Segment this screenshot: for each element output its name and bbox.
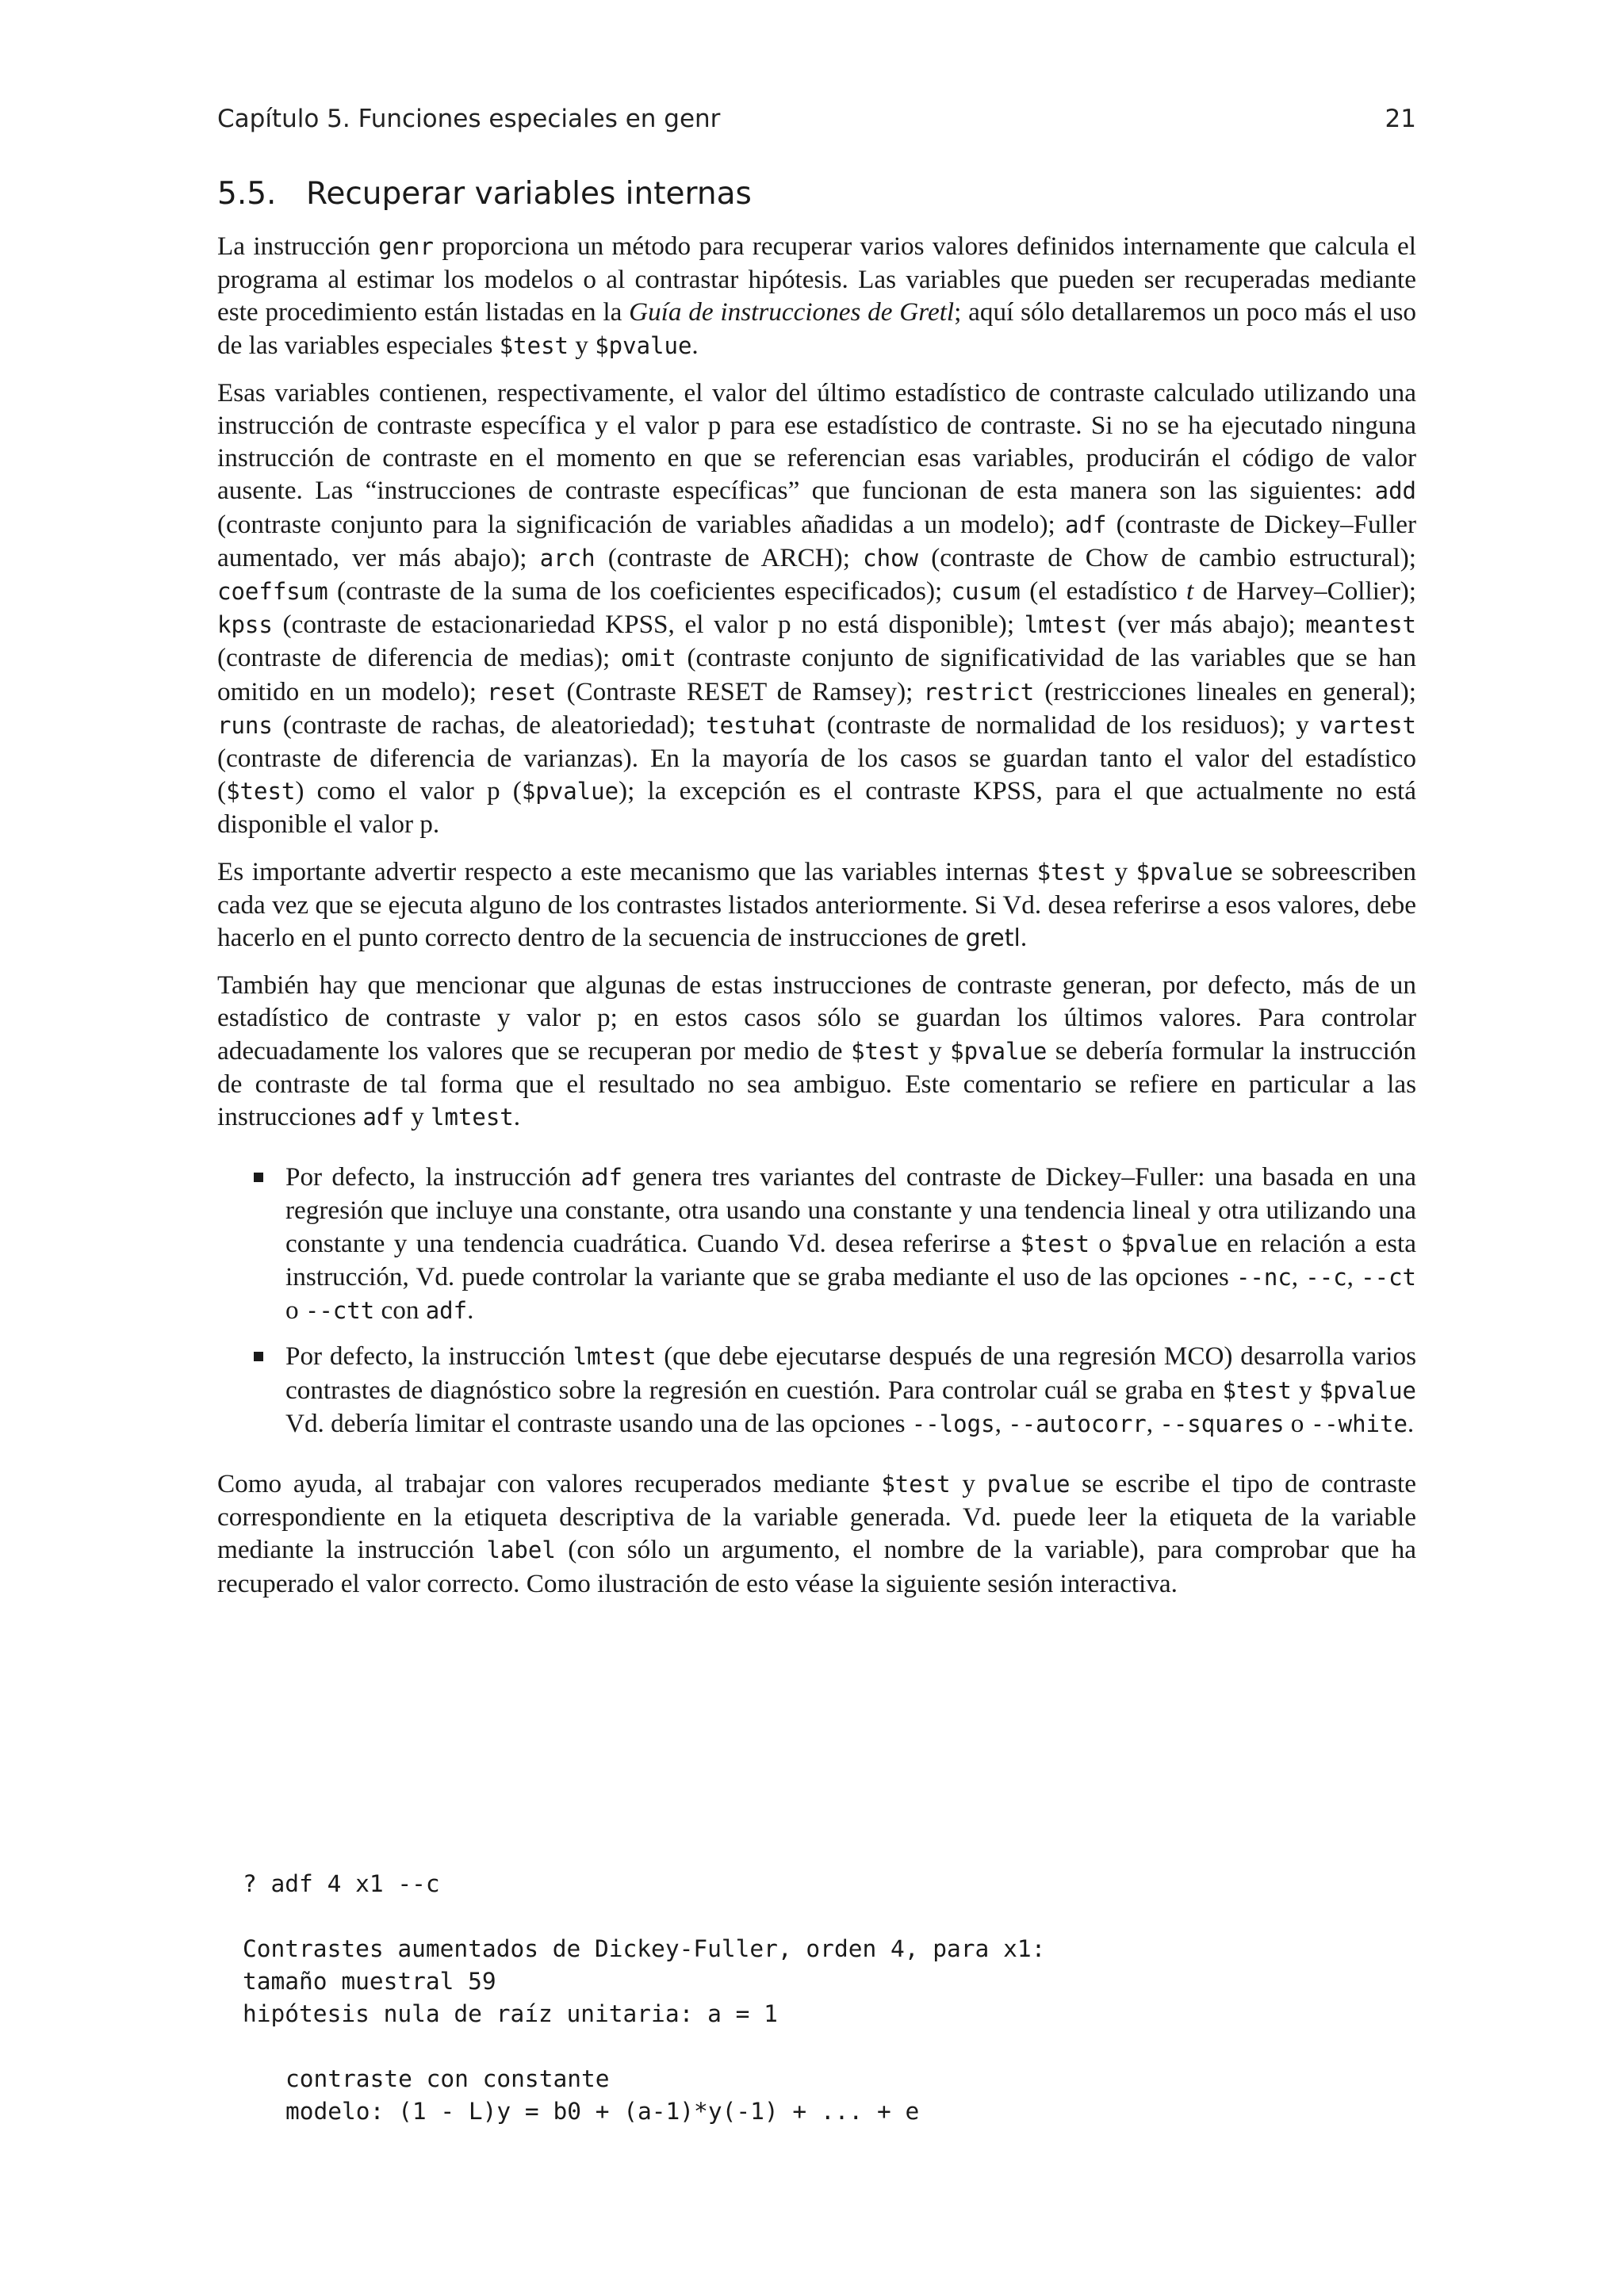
code-meantest: meantest [1305,611,1417,639]
code-pvalue: $pvalue [595,331,692,359]
code-adf: adf [580,1164,622,1192]
code-chow: chow [863,544,918,572]
text-run: (contraste de diferencia de varianzas). En la mayoría de los casos se guardan tanto el valor del estadístico ( [217,744,1416,806]
section-heading [217,176,752,212]
square-bullet-icon [254,1352,263,1361]
text-run: . [1407,1408,1415,1438]
text-run: se sobreescriben cada vez que se ejecuta alguno de los contrastes listados anteriormente. Si Vd. desea referirse a esos valores, debe hacerlo en el punto correcto dentro de la secuencia de instrucciones de [217,856,1416,953]
text-run: se escribe el tipo de contraste correspondiente en la etiqueta descriptiva de la variable generada. Vd. puede leer la etiqueta de la variable mediante la instrucción [217,1468,1416,1565]
text-run: (contraste de normalidad de los residuos); y [816,710,1320,740]
text-run: y [920,1035,951,1066]
text-run: (ver más abajo); [1107,610,1306,640]
text-run: Es importante advertir respecto a este mecanismo que las variables internas [217,856,1037,886]
page-number: 21 [1385,105,1416,133]
text-run: (contraste de ARCH); [595,542,864,572]
text-run: en relación a esta instrucción, Vd. puede controlar la variante que se graba mediante el uso de las opciones [285,1228,1417,1292]
code-testuhat: testuhat [706,711,817,739]
text-run: con [374,1295,426,1326]
text-run: (contraste conjunto para la significación de variables añadidas a un modelo); [217,509,1066,539]
code-vartest: vartest [1319,711,1417,739]
text-run: . [1020,923,1028,953]
text-run: (contraste de Chow de cambio estructural); [918,542,1417,572]
text-run: Como ayuda, al trabajar con valores recuperados mediante [217,1468,882,1498]
list-item [285,1161,1416,1327]
text-run: Por defecto, la instrucción [285,1162,581,1192]
code-line: ? adf 4 x1 --c [243,1870,440,1897]
paragraph-1 [217,230,1416,362]
text-run: (contraste de la suma de los coeficientes especificados); [327,576,952,607]
code-pvalue: $pvalue [521,778,619,806]
code-test: $test [1020,1230,1090,1257]
text-run: , [994,1408,1009,1438]
paragraph-4 [217,969,1416,1134]
code-line: modelo: (1 - L)y = b0 + (a-1)*y(-1) + ... + e [285,2098,920,2125]
text-run: ); la excepción es el contraste KPSS, para el que actualmente no está disponible el valor p. [217,776,1416,840]
code-option-c: --c [1305,1263,1347,1291]
text-run: ; aquí sólo detallaremos un poco más el uso de las variables especiales [217,297,1416,360]
paragraph-2 [217,377,1416,841]
code-pvalue: $pvalue [950,1037,1048,1065]
paragraph-5 [217,1468,1416,1600]
code-coeffsum: coeffsum [217,578,328,606]
emphasis-t: t [1186,576,1194,607]
code-line: tamaño muestral 59 [243,1968,496,1995]
text-run: o [1089,1228,1121,1258]
text-run: genera tres variantes del contraste de Dickey–Fuller: una basada en una regresión que incluye una constante, otra usando una constante y una tendencia lineal y otra utilizando una constante y una tendencia cuadrática. Cuando Vd. desea referirse a [285,1162,1416,1258]
text-run: o [1284,1408,1311,1438]
list-item [285,1340,1416,1441]
code-adf: adf [1065,511,1107,538]
text-run: . [467,1295,474,1326]
text-run: La instrucción [217,232,379,261]
square-bullet-icon [254,1173,263,1182]
text-run: y [1291,1375,1320,1405]
code-runs: runs [217,711,273,739]
code-line: hipótesis nula de raíz unitaria: a = 1 [243,2000,778,2027]
text-run: (contraste de estacionariedad KPSS, el valor p no está disponible); [272,610,1025,640]
text-run: Vd. debería limitar el contraste usando una de las opciones [285,1408,912,1438]
code-blank-line [243,1900,1045,1933]
code-option-white: --white [1310,1410,1408,1437]
code-option-nc: --nc [1235,1263,1292,1291]
text-run: , [1346,1261,1362,1292]
text-run: Por defecto, la instrucción [285,1341,573,1372]
code-lmtest: lmtest [573,1343,657,1371]
text-run: y [950,1468,987,1498]
section-body [217,230,1416,1614]
code-lmtest: lmtest [1024,611,1108,639]
text-run: (Contraste RESET de Ramsey); [556,676,924,706]
code-test: $test [881,1470,951,1498]
code-pvalue: pvalue [986,1470,1071,1498]
text-run: (que debe ejecutarse después de una regresión MCO) desarrolla varios contrastes de diagnóstico sobre la regresión en cuestión. Para controlar cuál se graba en [285,1341,1417,1405]
bullet-list [217,1161,1416,1441]
code-adf: adf [425,1297,468,1325]
text-run: (contraste conjunto de significatividad de las variables que se han omitido en un modelo); [217,643,1416,706]
emphasis-guide-title: Guía de instrucciones de Gretl [629,297,955,327]
code-listing [243,1868,1045,2128]
code-line: Contrastes aumentados de Dickey-Fuller, orden 4, para x1: [243,1935,1046,1962]
code-option-ct: --ct [1361,1263,1417,1291]
paragraph-3 [217,855,1416,955]
code-arch: arch [539,544,596,572]
code-adf: adf [362,1104,404,1131]
section-number: 5.5. [217,176,277,212]
text-run: , [1291,1261,1306,1292]
code-lmtest: lmtest [431,1104,514,1131]
code-option-autocorr: --autocorr [1008,1410,1147,1437]
text-run: y [1105,856,1136,886]
code-restrict: restrict [923,678,1035,706]
gretl-name: gretl [965,924,1021,953]
text-run: de Harvey–Collier); [1193,576,1417,607]
text-run: También hay que mencionar que algunas de estas instrucciones de contraste generan, por defecto, más de un estadístico de contraste y valor p; en estos casos sólo se guardan los últimos valores. Para controlar adecuadamente los valores que se recuperan por medio de [217,970,1416,1066]
code-option-squares: --squares [1159,1410,1285,1437]
text-run: . [513,1102,521,1132]
chapter-title: Capítulo 5. Funciones especiales en genr [217,105,721,133]
code-pvalue: $pvalue [1120,1230,1218,1257]
code-omit: omit [620,645,676,672]
code-genr: genr [378,233,434,260]
text-run: (restricciones lineales en general); [1034,676,1416,706]
code-pvalue: $pvalue [1136,858,1233,886]
code-add: add [1374,477,1416,505]
code-line: contraste con constante [285,2065,610,2092]
text-run: y [569,330,596,360]
code-kpss: kpss [217,611,273,639]
text-run: y [404,1102,431,1132]
text-run: Esas variables contienen, respectivamente, el valor del último estadístico de contraste calculado utilizando una instrucción de contraste específica y el valor p para ese estadístico de contraste. Si no se ha ejecutado ninguna instrucción de contraste en el momento en que se referencian esas variables, producirán el código de valor ausente. Las “instrucciones de contraste específicas” que funcionan de esta manera son las siguientes: [217,377,1416,506]
text-run: o [285,1295,305,1326]
code-test: $test [851,1037,921,1065]
code-reset: reset [487,678,557,706]
text-run: ) como el valor p ( [295,776,522,806]
code-label: label [486,1536,556,1564]
code-blank-line [243,2030,1045,2063]
section-title-text: Recuperar variables internas [306,176,752,212]
running-header [217,105,1416,133]
text-run: (contraste de Dickey–Fuller aumentado, ver más abajo); [217,509,1417,572]
text-run: se debería formular la instrucción de contraste de tal forma que el resultado no sea ambiguo. Este comentario se refiere en particular a las instrucciones [217,1035,1416,1132]
text-run: , [1146,1408,1160,1438]
code-option-ctt: --ctt [304,1297,375,1325]
code-cusum: cusum [951,578,1021,606]
code-test: $test [1222,1376,1292,1404]
code-test: $test [499,331,569,359]
text-run: (con sólo un argumento, el nombre de la variable), para comprobar que ha recuperado el valor correcto. Como ilustración de esto véase la siguiente sesión interactiva. [217,1535,1416,1598]
code-option-logs: --logs [911,1410,995,1437]
code-test: $test [1036,858,1106,886]
code-test: $test [226,778,296,806]
text-run: (contraste de rachas, de aleatoriedad); [272,710,707,740]
text-run: (contraste de diferencia de medias); [217,643,621,673]
text-run: . [691,330,699,360]
code-pvalue: $pvalue [1319,1376,1417,1404]
text-run: proporciona un método para recuperar varios valores definidos internamente que calcula el programa al estimar los modelos o al contrastar hipótesis. Las variables que pueden ser recuperadas mediante este procedimiento están listadas en la [217,232,1416,327]
text-run: (el estadístico [1020,576,1187,607]
